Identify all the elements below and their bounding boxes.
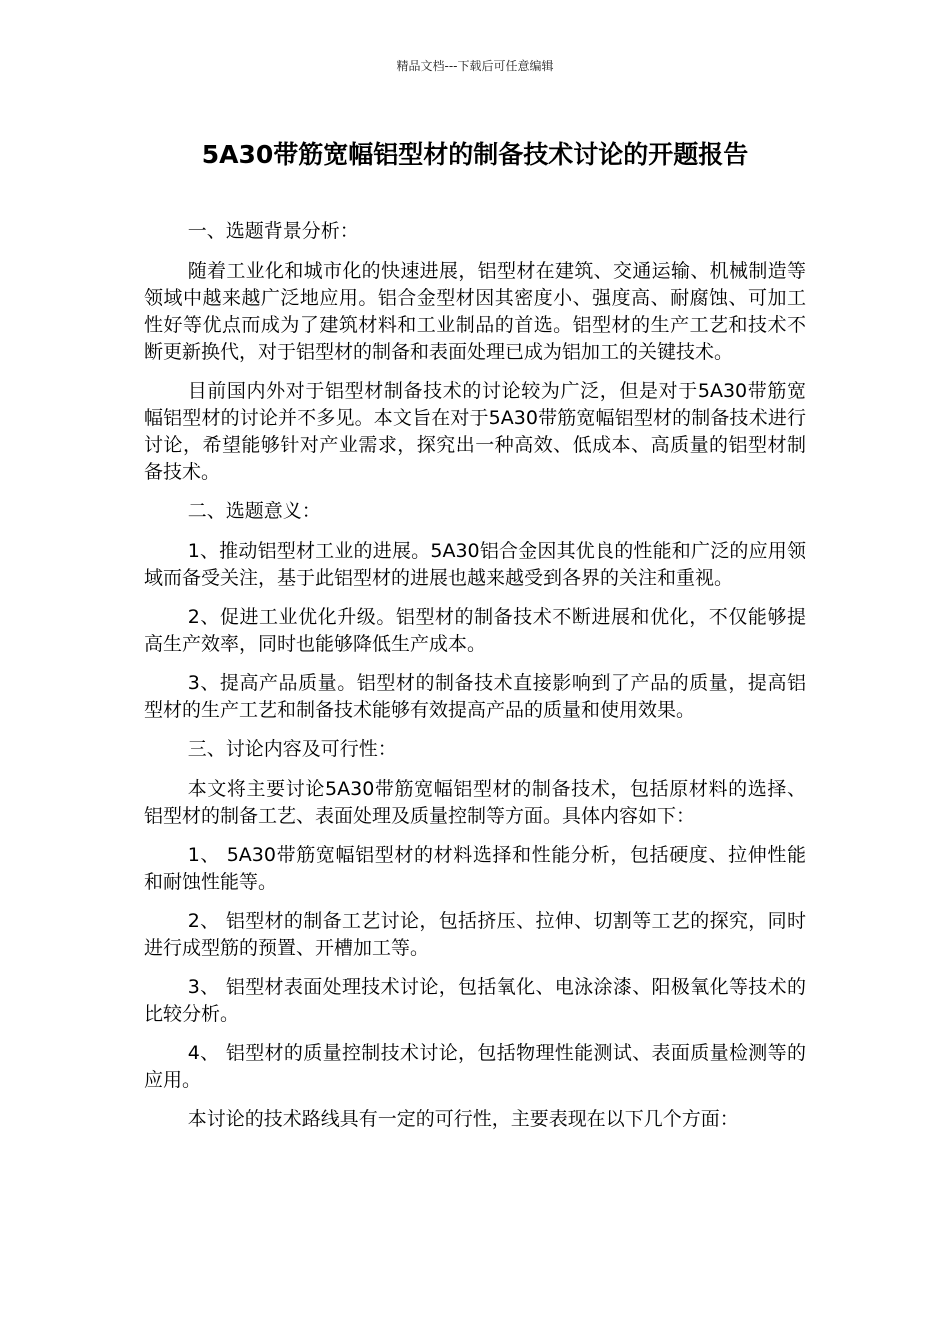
paragraph-background-2: 目前国内外对于铝型材制备技术的讨论较为广泛，但是对于5A30带筋宽幅铝型材的讨论并不多见。本文旨在对于5A30带筋宽幅铝型材的制备技术进行讨论，希望能够针对产业需求，探究出一种高效、低成本、高质量的铝型材制备技术。	[144, 380, 806, 483]
paragraph-content-intro: 本文将主要讨论5A30带筋宽幅铝型材的制备技术，包括原材料的选择、铝型材的制备工艺、表面处理及质量控制等方面。具体内容如下：	[144, 778, 806, 827]
document-title: 5A30带筋宽幅铝型材的制备技术讨论的开题报告	[201, 140, 749, 169]
paragraph-content-item-3: 3、 铝型材表面处理技术讨论，包括氧化、电泳涂漆、阳极氧化等技术的比较分析。	[144, 976, 806, 1025]
section-heading-background: 一、选题背景分析：	[187, 220, 359, 242]
paragraph-background-1: 随着工业化和城市化的快速进展，铝型材在建筑、交通运输、机械制造等领域中越来越广泛地应用。铝合金型材因其密度小、强度高、耐腐蚀、可加工性好等优点而成为了建筑材料和工业制品的首选。铝型材的生产工艺和技术不断更新换代，对于铝型材的制备和表面处理已成为铝加工的关键技术。	[144, 260, 806, 363]
paragraph-feasibility: 本讨论的技术路线具有一定的可行性，主要表现在以下几个方面：	[187, 1108, 739, 1130]
paragraph-significance-3: 3、提高产品质量。铝型材的制备技术直接影响到了产品的质量，提高铝型材的生产工艺和制备技术能够有效提高产品的质量和使用效果。	[144, 672, 806, 721]
paragraph-significance-2: 2、促进工业优化升级。铝型材的制备技术不断进展和优化，不仅能够提高生产效率，同时也能够降低生产成本。	[144, 606, 806, 655]
paragraph-content-item-4: 4、 铝型材的质量控制技术讨论，包括物理性能测试、表面质量检测等的应用。	[144, 1042, 806, 1091]
section-heading-content: 三、讨论内容及可行性：	[187, 738, 397, 760]
paragraph-content-item-1: 1、 5A30带筋宽幅铝型材的材料选择和性能分析，包括硬度、拉伸性能和耐蚀性能等。	[144, 844, 806, 893]
paragraph-content-item-2: 2、 铝型材的制备工艺讨论，包括挤压、拉伸、切割等工艺的探究，同时进行成型筋的预置、开槽加工等。	[144, 910, 806, 959]
document-body	[144, 218, 806, 1145]
section-heading-significance: 二、选题意义：	[187, 500, 321, 522]
header-note: 精品文档---下载后可任意编辑	[396, 59, 554, 73]
paragraph-significance-1: 1、推动铝型材工业的进展。5A30铝合金因其优良的性能和广泛的应用领域而备受关注，基于此铝型材的进展也越来越受到各界的关注和重视。	[144, 540, 806, 589]
